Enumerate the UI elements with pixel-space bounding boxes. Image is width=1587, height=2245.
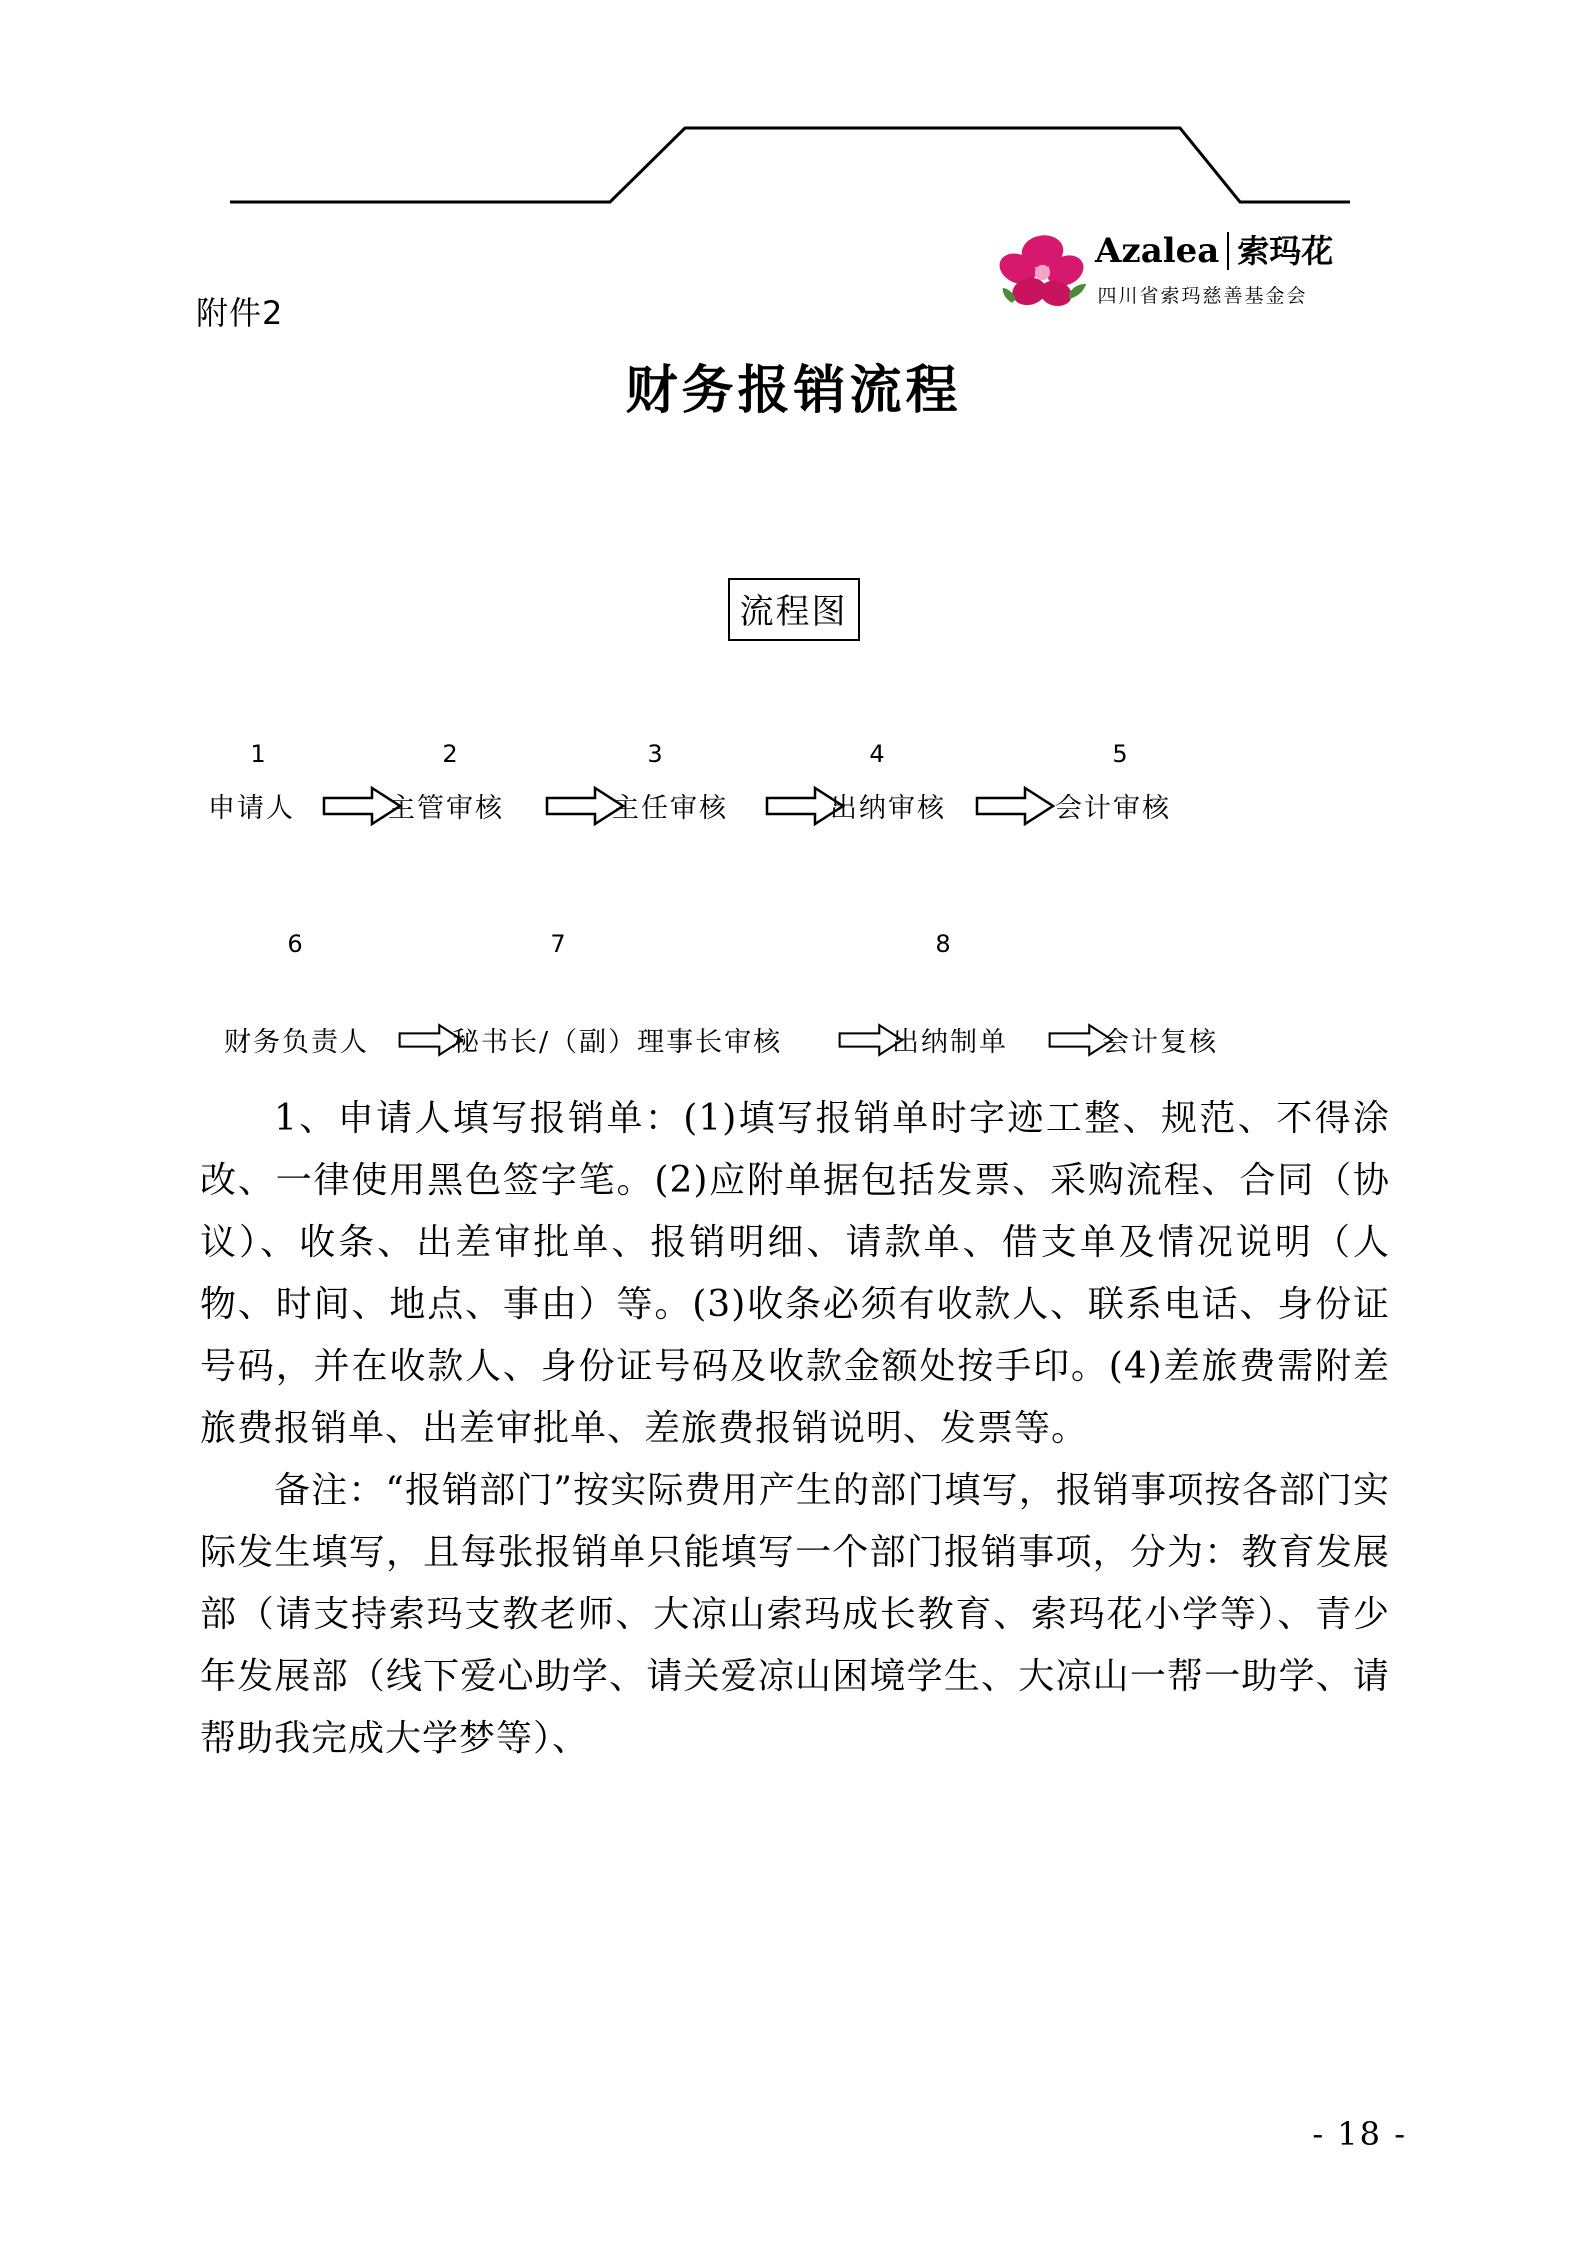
logo-brand-en: Azalea [1095, 231, 1220, 271]
page-number: - 18 - [1312, 2115, 1407, 2153]
flow-step-label: 会计审核 [1055, 793, 1171, 824]
logo-brand-cn: 索玛花 [1227, 232, 1333, 270]
page-title: 财务报销流程 [625, 360, 962, 421]
flow-step-label: 出纳制单 [892, 1027, 1008, 1058]
azalea-flower-icon [995, 225, 1090, 320]
flow-step-number: 7 [550, 930, 566, 958]
flowchart-row-1-numbers [0, 740, 1587, 774]
flowchart-row-1 [0, 740, 1587, 834]
logo-org-name: 四川省索玛慈善基金会 [1097, 285, 1308, 307]
flowchart-row-1-steps [0, 774, 1587, 834]
flowchart-label-text: 流程图 [728, 578, 860, 641]
body-content [200, 1088, 1390, 1770]
flow-step-label: 主管审核 [388, 793, 504, 824]
flowchart-row-2-numbers [0, 930, 1587, 964]
flow-step-number: 8 [935, 930, 951, 958]
flow-step-label: 出纳审核 [830, 793, 946, 824]
flowchart-row-2-steps [0, 1008, 1587, 1068]
flowchart-row-2 [0, 930, 1587, 1068]
flow-step-number: 5 [1112, 740, 1128, 768]
organization-logo [990, 220, 1334, 335]
flowchart-section-label [0, 578, 1587, 641]
flow-step-number: 1 [250, 740, 266, 768]
header-rule-decoration [230, 110, 1350, 220]
attachment-label: 附件2 [196, 294, 284, 332]
flow-step-number: 2 [442, 740, 458, 768]
paragraph-step-1: 1、申请人填写报销单：(1)填写报销单时字迹工整、规范、不得涂改、一律使用黑色签字笔。(2)应附单据包括发票、采购流程、合同（协议）、收条、出差审批单、报销明细、请款单、借支单及情况说明（人物、时间、地点、事由）等。(3)收条必须有收款人、联系电话、身份证号码，并在收款人、身份证号码及收款金额处按手印。(4)差旅费需附差旅费报销单、出差审批单、差旅费报销说明、发票等。 [200, 1098, 1390, 1449]
flow-step-label: 会计复核 [1102, 1027, 1218, 1058]
page-header [0, 110, 1587, 307]
arrow-right-icon [975, 786, 1055, 826]
flow-step-label: 秘书长/（副）理事长审核 [452, 1027, 783, 1058]
flow-step-label: 财务负责人 [224, 1027, 369, 1058]
flow-step-label: 主任审核 [612, 793, 728, 824]
flow-step-label: 申请人 [208, 793, 295, 824]
paragraph-note: 备注：“报销部门”按实际费用产生的部门填写，报销事项按各部门实际发生填写，且每张报销单只能填写一个部门报销事项，分为：教育发展部（请支持索玛支教老师、大凉山索玛成长教育、索玛花小学等）、青少年发展部（线下爱心助学、请关爱凉山困境学生、大凉山一帮一助学、请帮助我完成大学梦等）、 [200, 1470, 1390, 1759]
flow-step-number: 3 [647, 740, 663, 768]
flow-step-number: 4 [869, 740, 885, 768]
flow-step-number: 6 [287, 930, 303, 958]
